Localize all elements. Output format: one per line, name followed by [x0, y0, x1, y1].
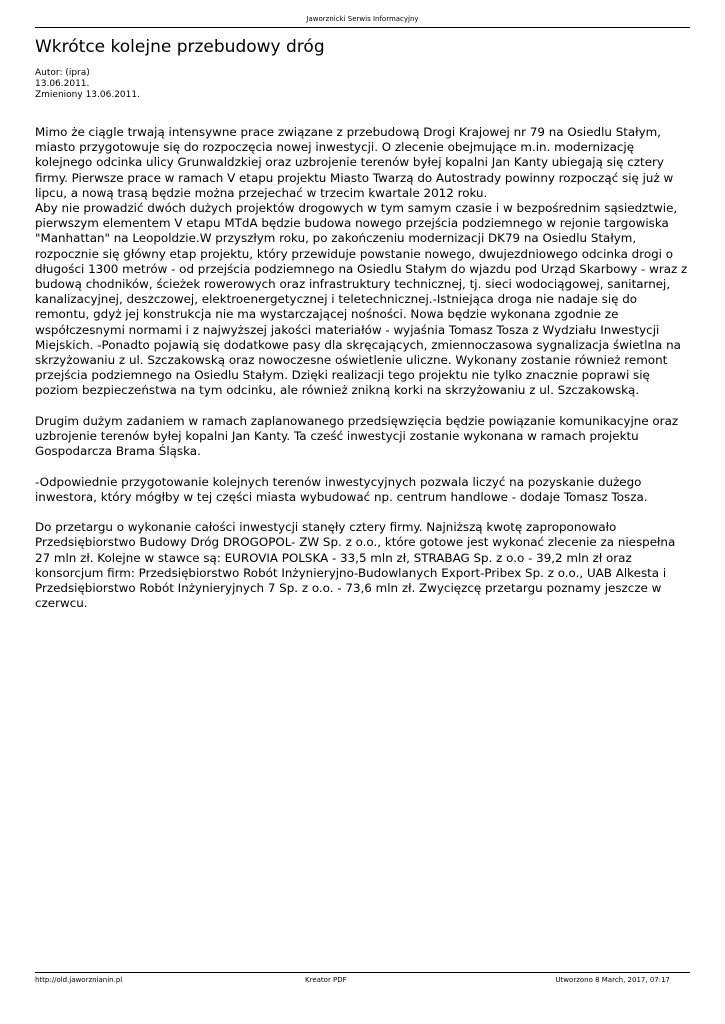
article-paragraph-2: Drugim dużym zadaniem w ramach zaplanowanego przedsięwzięcia będzie powiązanie komunikacyjne oraz uzbrojenie terenów byłej kopalni Jan Kanty. Ta cześć inwestycji zostanie wykonana w ramach projektu Gospodarcza Brama Śląska.	[35, 413, 679, 459]
article-body	[35, 125, 690, 627]
footer-created: Utworzono 8 March, 2017, 07:17	[555, 976, 670, 984]
article-author: Autor: (ipra)	[35, 68, 90, 78]
article-paragraph-1: Mimo że ciągle trwają intensywne prace związane z przebudową Drogi Krajowej nr 79 na Osiedlu Stałym, miasto przygotowuje się do rozpoczęcia nowej inwestycji. O zlecenie obejmujące m.in. modernizację kolejnego odcinka ulicy Grunwaldzkiej oraz uzbrojenie terenów byłej kopalni Jan Kanty ubiegają się cztery firmy. Pierwsze prace w ramach V etapu projektu Miasto Twarzą do Autostrady powinny rozpocząć się już w lipcu, a nową trasą będzie można przejechać w trzecim kwartale 2012 roku. Aby nie prowadzić dwóch dużych projektów drogowych w tym samym czasie i w bezpośrednim sąsiedztwie, pierwszym elementem V etapu MTdA będzie budowa nowego przejścia podziemnego w rejonie targowiska "Manhattan" na Leopoldzie.W przyszłym roku, po zakończeniu modernizacji DK79 na Osiedlu Stałym, rozpocznie się główny etap projektu, który przewiduje powstanie nowego, dwujezdniowego odcinka drogi o długości 1300 metrów - od przejścia podziemnego na Osiedlu Stałym do wjazdu pod Urząd Skarbowy - wraz z budową chodników, ścieżek rowerowych oraz infrastruktury technicznej, tj. sieci wodociągowej, sanitarnej, kanalizacyjnej, deszczowej, elektroenergetycznej i teletechnicznej.-Istniejąca droga nie nadaje się do remontu, gdyż jej konstrukcja nie ma wystarczającej nośności. Nowa będzie wykonana zgodnie ze współczesnymi normami i z najwyższej jakości materiałów - wyjaśnia Tomasz Tosza z Wydziału Inwestycji Miejskich. -Ponadto pojawią się dodatkowe pasy dla skręcających, zmiennoczasowa sygnalizacja świetlna na skrzyżowaniu z ul. Szczakowską oraz nowoczesne oświetlenie uliczne. Wykonany zostanie również remont przejścia podziemnego na Osiedlu Stałym. Dzięki realizacji tego projektu nie tylko znacznie poprawi się poziom bezpieczeństwa na tym odcinku, ale również znikną korki na skrzyżowaniu z ul. Szczakowską.	[35, 125, 688, 398]
article-date: 13.06.2011.	[35, 79, 90, 89]
header-divider	[35, 27, 690, 28]
article-meta	[35, 68, 140, 101]
site-header: Jaworznicki Serwis Informacyjny	[306, 15, 419, 23]
article-modified: Zmieniony 13.06.2011.	[35, 90, 140, 100]
article-title: Wkrótce kolejne przebudowy dróg	[35, 37, 325, 57]
article-paragraph-4: Do przetargu o wykonanie całości inwestycji stanęły cztery firmy. Najniższą kwotę zaproponowało Przedsiębiorstwo Budowy Dróg DROGOPOL- ZW Sp. z o.o., które gotowe jest wykonać zlecenie za niespełna 27 mln zł. Kolejne w stawce są: EUROVIA POLSKA - 33,5 mln zł, STRABAG Sp. z o.o - 39,2 mln zł oraz konsorcjum firm: Przedsiębiorstwo Robót Inżynieryjno-Budowlanych Export-Pribex Sp. z o.o., UAB Alkesta i Przedsiębiorstwo Robót Inżynieryjnych 7 Sp. z o.o. - 73,6 mln zł. Zwycięzcę przetargu poznamy jeszcze w czerwcu.	[35, 520, 676, 611]
footer-generator: Kreator PDF	[305, 976, 347, 984]
footer-divider	[35, 972, 690, 973]
footer-url[interactable]: http://old.jaworznianin.pl	[35, 976, 123, 984]
article-paragraph-3: -Odpowiednie przygotowanie kolejnych terenów inwestycyjnych pozwala liczyć na pozyskanie dużego inwestora, który mógłby w tej części miasta wybudować np. centrum handlowe - dodaje Tomasz Tosza.	[35, 474, 648, 504]
